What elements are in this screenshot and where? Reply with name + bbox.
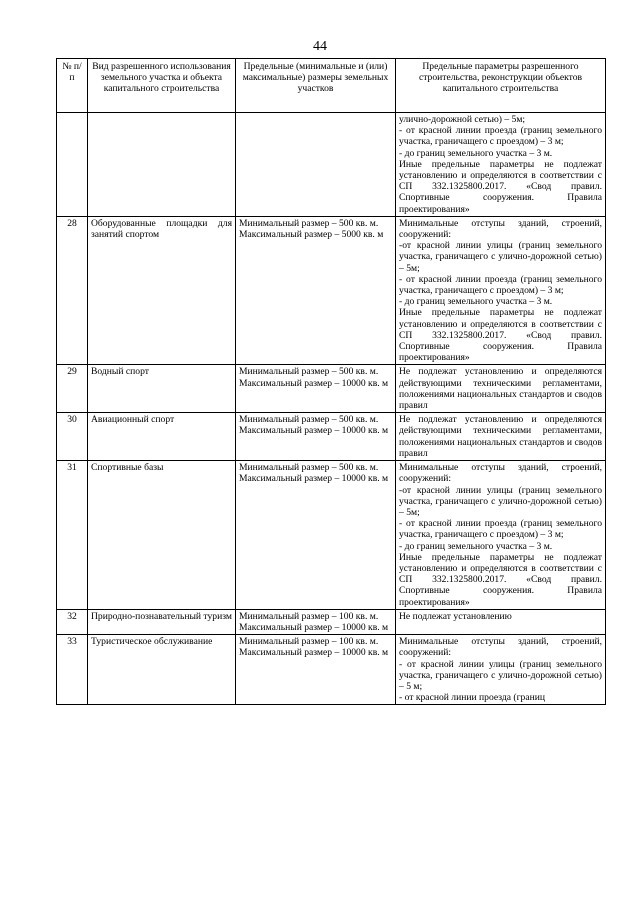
build-params-cell — [396, 609, 606, 634]
page-number: 44 — [313, 39, 327, 54]
plot-size-line: Минимальный размер – 500 кв. м. — [239, 366, 379, 378]
plot-size-cell — [236, 635, 396, 705]
build-params-line: -от красной линии улицы (границ земельного участка, граничащего с улично-дорожной сетью) – 5м; — [399, 484, 602, 518]
build-params-line: Не подлежат установлению и определяются действующими техническими регламентами, положениями национальных стандартов и сводов правил — [399, 414, 602, 459]
plot-size-line: Максимальный размер – 10000 кв. м — [239, 377, 389, 389]
build-params-line: Не подлежат установлению — [399, 610, 512, 622]
row-number: 33 — [57, 635, 88, 705]
use-type-cell: Природно-познавательный туризм — [88, 609, 236, 634]
build-params-line: - от красной линии проезда (границ земельного участка, граничащего с проездом) – 3 м; — [399, 125, 602, 148]
header-num: № п/п — [57, 59, 88, 113]
plot-size-line: Максимальный размер – 10000 кв. м — [239, 621, 389, 633]
header-params: Предельные параметры разрешенного строительства, реконструкции объектов капитального строительства — [396, 59, 606, 113]
plot-size-cell — [236, 609, 396, 634]
build-params-line: Минимальные отступы зданий, строений, сооружений: — [399, 636, 602, 659]
row-number: 32 — [57, 609, 88, 634]
build-params-line: - от красной линии проезда (границ — [399, 692, 545, 704]
row-number: 28 — [57, 216, 88, 365]
plot-size-cell — [236, 216, 396, 365]
build-params-line: Минимальные отступы зданий, строений, сооружений: — [399, 462, 602, 485]
build-params-line: Не подлежат установлению и определяются действующими техническими регламентами, положениями национальных стандартов и сводов правил — [399, 366, 602, 412]
plot-size-line: Минимальный размер – 500 кв. м. — [239, 414, 379, 426]
zoning-table — [56, 58, 606, 705]
build-params-cell — [396, 365, 606, 413]
build-params-line: Иные предельные параметры не подлежат установлению и определяются в соответствии с СП 332.1325800.2017. «Свод правил. Спортивные сооружения. Правила проектирования» — [399, 307, 602, 364]
table-body — [57, 113, 606, 705]
table-row — [57, 413, 606, 461]
build-params-line: Минимальные отступы зданий, строений, сооружений: — [399, 217, 602, 241]
build-params-cell — [396, 635, 606, 705]
build-params-cell — [396, 461, 606, 610]
header-size: Предельные (минимальные и (или) максимальные) размеры земельных участков — [236, 59, 396, 113]
build-params-line: - до границ земельного участка – 3 м. — [399, 540, 553, 552]
build-params-line: -от красной линии улицы (границ земельного участка, граничащего с улично-дорожной сетью) – 5м; — [399, 240, 602, 274]
plot-size-cell — [236, 461, 396, 610]
use-type-cell: Спортивные базы — [88, 461, 236, 610]
build-params-line: Иные предельные параметры не подлежат установлению и определяются в соответствии с СП 332.1325800.2017. «Свод правил. Спортивные сооружения. Правила проектирования» — [399, 158, 602, 215]
build-params-cell — [396, 216, 606, 365]
plot-size-line: Минимальный размер – 500 кв. м. — [239, 462, 379, 474]
use-type-cell: Водный спорт — [88, 365, 236, 413]
table-row — [57, 635, 606, 705]
table-row — [57, 216, 606, 365]
table-row — [57, 113, 606, 217]
build-params-cell — [396, 113, 606, 217]
build-params-line: - до границ земельного участка – 3 м. — [399, 296, 553, 308]
plot-size-line: Максимальный размер – 10000 кв. м — [239, 473, 389, 485]
plot-size-cell — [236, 113, 396, 217]
plot-size-line: Минимальный размер – 100 кв. м. — [239, 610, 379, 622]
table-row — [57, 365, 606, 413]
build-params-line: - до границ земельного участка – 3 м. — [399, 147, 553, 159]
row-number: 31 — [57, 461, 88, 610]
use-type-cell: Оборудованные площадки для занятий спортом — [88, 216, 236, 365]
plot-size-line: Максимальный размер – 10000 кв. м — [239, 425, 389, 437]
row-number — [57, 113, 88, 217]
build-params-line: - от красной линии проезда (границ земельного участка, граничащего с проездом) – 3 м; — [399, 273, 602, 297]
build-params-line: - от красной линии улицы (границ земельного участка, граничащего с улично-дорожной сетью) – 5 м; — [399, 658, 602, 692]
use-type-cell: Авиационный спорт — [88, 413, 236, 461]
header-use: Вид разрешенного использования земельного участка и объекта капитального строительства — [88, 59, 236, 113]
use-type-cell: Туристическое обслуживание — [88, 635, 236, 705]
build-params-line: Иные предельные параметры не подлежат установлению и определяются в соответствии с СП 332.1325800.2017. «Свод правил. Спортивные сооружения. Правила проектирования» — [399, 551, 602, 608]
table-row — [57, 461, 606, 610]
row-number: 30 — [57, 413, 88, 461]
plot-size-line: Минимальный размер – 100 кв. м. — [239, 636, 379, 648]
header-row — [57, 59, 606, 113]
build-params-cell — [396, 413, 606, 461]
use-type-cell — [88, 113, 236, 217]
build-params-line: - от красной линии проезда (границ земельного участка, граничащего с проездом) – 3 м; — [399, 518, 602, 541]
plot-size-line: Максимальный размер – 5000 кв. м — [239, 229, 384, 241]
build-params-line: улично-дорожной сетью) – 5м; — [399, 114, 526, 125]
plot-size-line: Максимальный размер – 10000 кв. м — [239, 647, 389, 659]
plot-size-cell — [236, 365, 396, 413]
plot-size-cell — [236, 413, 396, 461]
plot-size-line: Минимальный размер – 500 кв. м. — [239, 217, 379, 229]
table-row — [57, 609, 606, 634]
row-number: 29 — [57, 365, 88, 413]
